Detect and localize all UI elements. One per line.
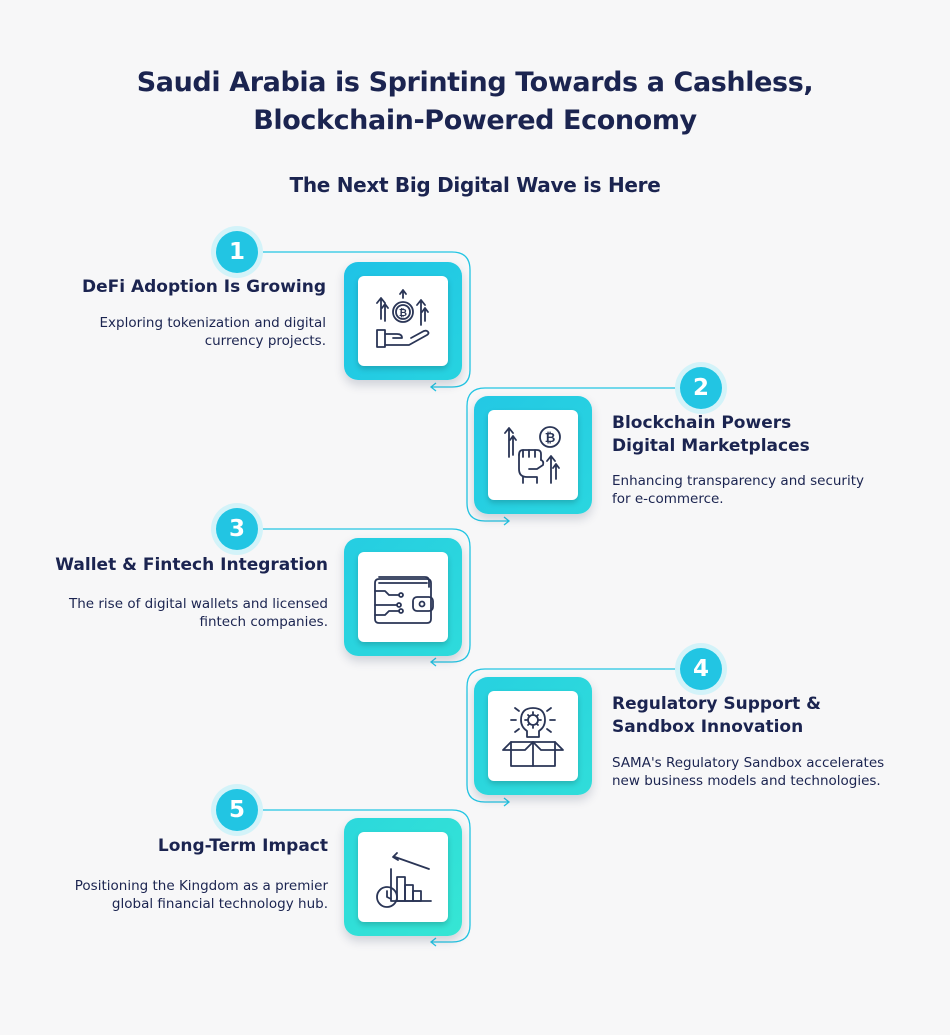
step-number-badge: 5 [216,789,258,831]
step-title: Long-Term Impact [157,836,328,856]
title-line-2: Blockchain-Powered Economy [253,105,697,136]
svg-text:₿: ₿ [544,431,556,446]
idea-box-icon [497,700,569,772]
crypto-hand-growth-icon [367,285,439,357]
step-description: Enhancing transparency and security for e-commerce. [612,473,865,507]
step-icon-tile [344,262,462,380]
title-line-1: Saudi Arabia is Sprinting Towards a Cashless, [136,67,814,98]
step-description: The rise of digital wallets and licensed fintech companies. [68,596,328,630]
page-title [0,64,950,140]
step-description: Positioning the Kingdom as a premier global financial technology hub. [74,878,328,912]
page-subtitle: The Next Big Digital Wave is Here [289,173,661,197]
step-icon-tile [344,538,462,656]
step-number-badge: 3 [216,508,258,550]
step-description: Exploring tokenization and digital currency projects. [99,315,326,349]
step-title: DeFi Adoption Is Growing [81,277,326,297]
step-number-badge: 4 [680,648,722,690]
bitcoin-fist-icon [497,419,569,491]
step-number-badge: 2 [680,367,722,409]
step-title: Regulatory Support & Sandbox Innovation [612,694,821,737]
svg-text:₿: ₿ [398,308,408,319]
step-icon-tile [474,677,592,795]
digital-wallet-icon [367,561,439,633]
step-title: Blockchain Powers Digital Marketplaces [612,413,810,456]
growth-chart-clock-icon [367,841,439,913]
step-description: SAMA's Regulatory Sandbox accelerates new business models and technologies. [612,755,885,789]
step-title: Wallet & Fintech Integration [55,555,328,575]
step-number-badge: 1 [216,231,258,273]
step-icon-tile [474,396,592,514]
step-icon-tile [344,818,462,936]
